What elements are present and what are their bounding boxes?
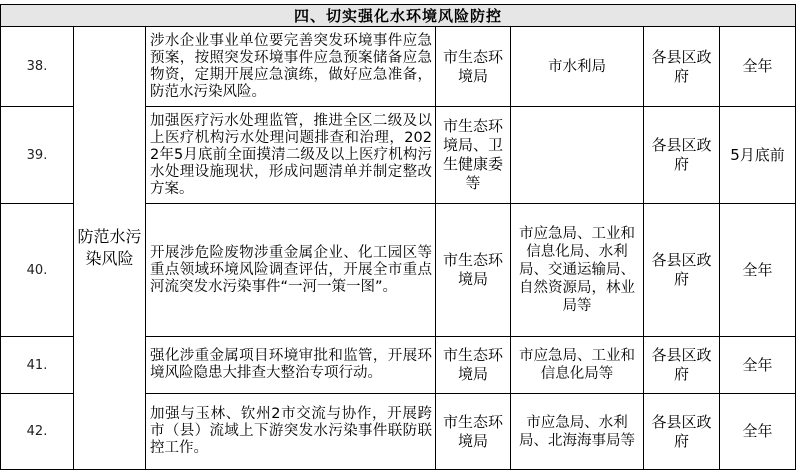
- task-table: [0, 4, 796, 470]
- resp-cell: 各县区政府: [644, 394, 720, 470]
- resp-cell: 各县区政府: [644, 27, 720, 107]
- coop-dept-cell: 市水利局: [511, 27, 644, 107]
- time-cell: 全年: [720, 337, 796, 394]
- task-cell: 加强医疗污水处理监管，推进全区二级及以上医疗机构污水处理问题排查和治理，2022年5月底前全面摸清二级及以上医疗机构污水处理设施现状，形成问题清单并制定整改方案。: [146, 107, 436, 204]
- task-cell: 涉水企业事业单位要完善突发环境事件应急预案，按照突发环境事件应急预案储备应急物资，定期开展应急演练，做好应急准备，防范水污染风险。: [146, 27, 436, 107]
- coop-dept-cell: 市应急局、水利局、北海海事局等: [511, 394, 644, 470]
- coop-dept-cell: 市应急局、工业和信息化局、水利局、交通运输局、自然资源局，林业局等: [511, 204, 644, 337]
- resp-cell: 各县区政府: [644, 204, 720, 337]
- row-number: 38.: [1, 27, 74, 107]
- resp-cell: 各县区政府: [644, 337, 720, 394]
- task-cell: 加强与玉林、钦州2市交流与协作，开展跨市（县）流域上下游突发水污染事件联防联控工作。: [146, 394, 436, 470]
- time-cell: 全年: [720, 204, 796, 337]
- row-number: 41.: [1, 337, 74, 394]
- row-number: 40.: [1, 204, 74, 337]
- task-cell: 开展涉危险废物涉重金属企业、化工园区等重点领域环境风险调查评估，开展全市重点河流突发水污染事件“一河一策一图”。: [146, 204, 436, 337]
- category-cell: 防范水污染风险: [74, 27, 146, 470]
- section-title: 四、切实强化水环境风险防控: [1, 5, 796, 27]
- lead-dept-cell: 市生态环境局: [436, 337, 511, 394]
- lead-dept-cell: 市生态环境局: [436, 27, 511, 107]
- time-cell: 全年: [720, 394, 796, 470]
- coop-dept-cell: 市应急局、工业和信息化局等: [511, 337, 644, 394]
- row-number: 39.: [1, 107, 74, 204]
- lead-dept-cell: 市生态环境局: [436, 204, 511, 337]
- lead-dept-cell: 市生态环境局: [436, 394, 511, 470]
- time-cell: 5月底前: [720, 107, 796, 204]
- task-cell: 强化涉重金属项目环境审批和监管，开展环境风险隐患大排查大整治专项行动。: [146, 337, 436, 394]
- table-row: [1, 27, 796, 107]
- row-number: 42.: [1, 394, 74, 470]
- lead-dept-cell: 市生态环境局、卫生健康委等: [436, 107, 511, 204]
- time-cell: 全年: [720, 27, 796, 107]
- resp-cell: 各县区政府: [644, 107, 720, 204]
- coop-dept-cell: [511, 107, 644, 204]
